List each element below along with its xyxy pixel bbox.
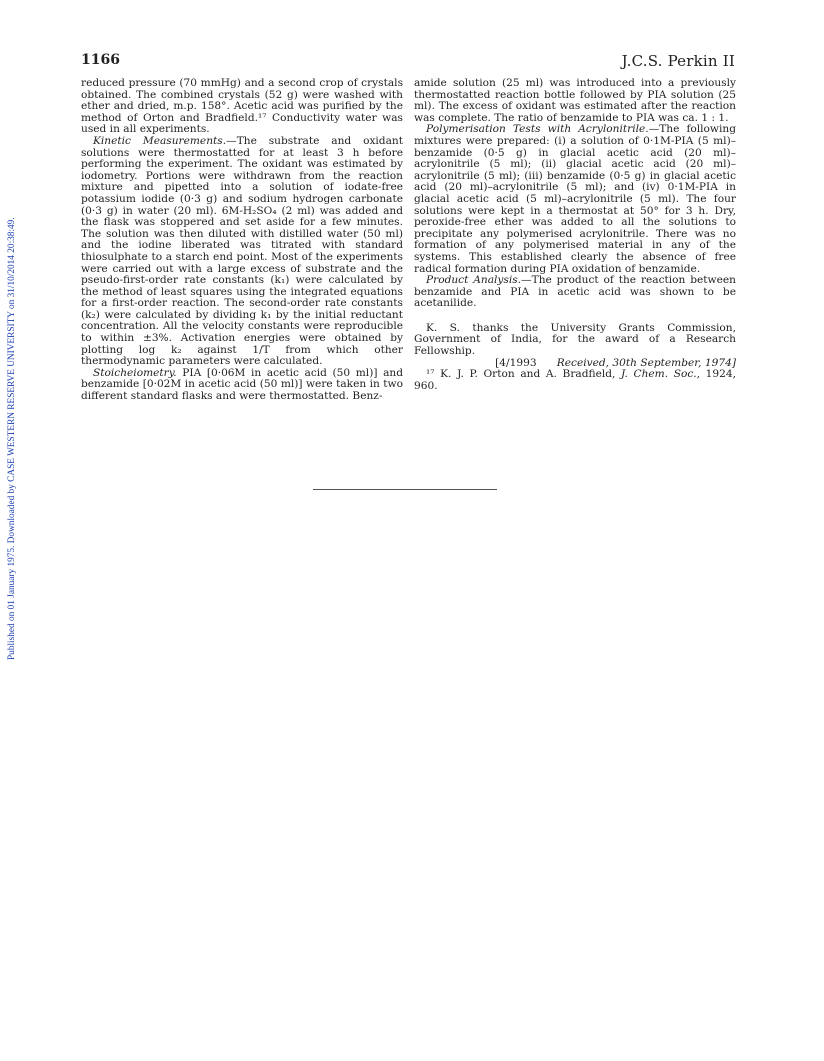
footnote-journal: J. Chem. Soc.: [621, 368, 697, 381]
left-column: [81, 78, 403, 403]
footnote-authors: K. J. P. Orton and A. Bradfield,: [434, 368, 622, 381]
kinetic-text: —The substrate and oxidant solutions were thermostatted for at least 3 h before performing the experiment. The oxidant was estimated by iodometry. Portions were withdrawn from the reaction mixture and pipetted into a solution of iodate-free potassium iodide (0·3 g) and sodium hydrogen carbonate (0·3 g) in water (20 ml). 6M-H₂SO₄ (2 ml) was added and the flask was stoppered and set aside for a few minutes. The solution was then diluted with distilled water (50 ml) and the iodine liberated was titrated with standard thiosulphate to a starch end point. Most of the experiments were carried out with a large excess of substrate and the pseudo-first-order rate constants (k₁) were calculated by the method of least squares using the integrated equations for a first-order reaction. The second-order rate constants (k₂) were calculated by dividing k₁ by the initial reductant concentration. All the velocity constants were reproducible to within ±3%. Activation energies were obtained by plotting log k₂ against 1/T from which other thermodynamic parameters were calculated.: [81, 134, 403, 368]
paragraph-crystals: reduced pressure (70 mmHg) and a second crop of crystals obtained. The combined crystals (52 g) were washed with ether and dried, m.p. 158°. Acetic acid was purified by the method of Orton and Bradfield.¹⁷ Conductivity water was used in all experiments.: [81, 77, 403, 136]
download-notice: [7, 0, 21, 1061]
download-notice-text: Published on 01 January 1975. Downloaded by CASE WESTERN RESERVE UNIVERSITY on 31/10/2014 20:38:49.: [7, 217, 17, 660]
right-column: [414, 78, 736, 392]
page-number: 1166: [81, 52, 120, 68]
stoicheiometry-heading: Stoicheiometry.: [93, 366, 177, 379]
end-rule: [313, 489, 497, 490]
paragraph-polymerisation: [414, 124, 736, 275]
paragraph-kinetic: [81, 136, 403, 368]
polymerisation-heading: Polymerisation Tests with Acrylonitrile.: [426, 123, 649, 136]
paragraph-product: [414, 275, 736, 310]
paragraph-stoicheiometry: [81, 368, 403, 403]
paper-number: [4/1993: [495, 356, 537, 369]
received-date: Received, 30th September, 1974]: [556, 356, 736, 369]
journal-title: J.C.S. Perkin II: [621, 52, 735, 70]
footnote: [414, 369, 736, 392]
kinetic-heading: Kinetic Measurements.: [93, 134, 227, 147]
paragraph-benzamide: amide solution (25 ml) was introduced into a previously thermostatted reaction bottle followed by PIA solution (25 ml). The excess of oxidant was estimated after the reaction was complete. The ratio of benzamide to PIA was ca. 1 : 1.: [414, 77, 736, 124]
product-text: —The product of the reaction between benzamide and PIA in acetic acid was shown to be acetanilide.: [414, 274, 736, 310]
acknowledgement: K. S. thanks the University Grants Commission, Government of India, for the award of a Research Fellowship.: [414, 321, 736, 358]
footnote-rest: , 1924, 960.: [414, 368, 736, 392]
product-heading: Product Analysis.: [426, 274, 522, 287]
polymerisation-text: —The following mixtures were prepared: (i) a solution of 0·1M-PIA (5 ml)–benzamide (0·5 g) in glacial acetic acid (20 ml)–acrylonitrile (5 ml); (ii) glacial acetic acid (20 ml)–acrylonitrile (5 ml); (iii) benzamide (0·5 g) in glacial acetic acid (20 ml)–acrylonitrile (5 ml); and (iv) 0·1M-PIA in glacial acetic acid (5 ml)–acrylonitrile (5 ml). The four solutions were kept in a thermostat at 50° for 3 h. Dry, peroxide-free ether was added to all the solutions to precipitate any polymerised acrylonitrile. There was no formation of any polymerised material in any of the systems. This established clearly the absence of free radical formation during PIA oxidation of benzamide.: [414, 123, 736, 275]
stoicheiometry-text: PIA [0·06M in acetic acid (50 ml)] and benzamide [0·02M in acetic acid (50 ml)] were taken in two different standard flasks and were thermostatted. Benz-: [81, 366, 403, 403]
footnote-mark: ¹⁷: [426, 368, 435, 381]
